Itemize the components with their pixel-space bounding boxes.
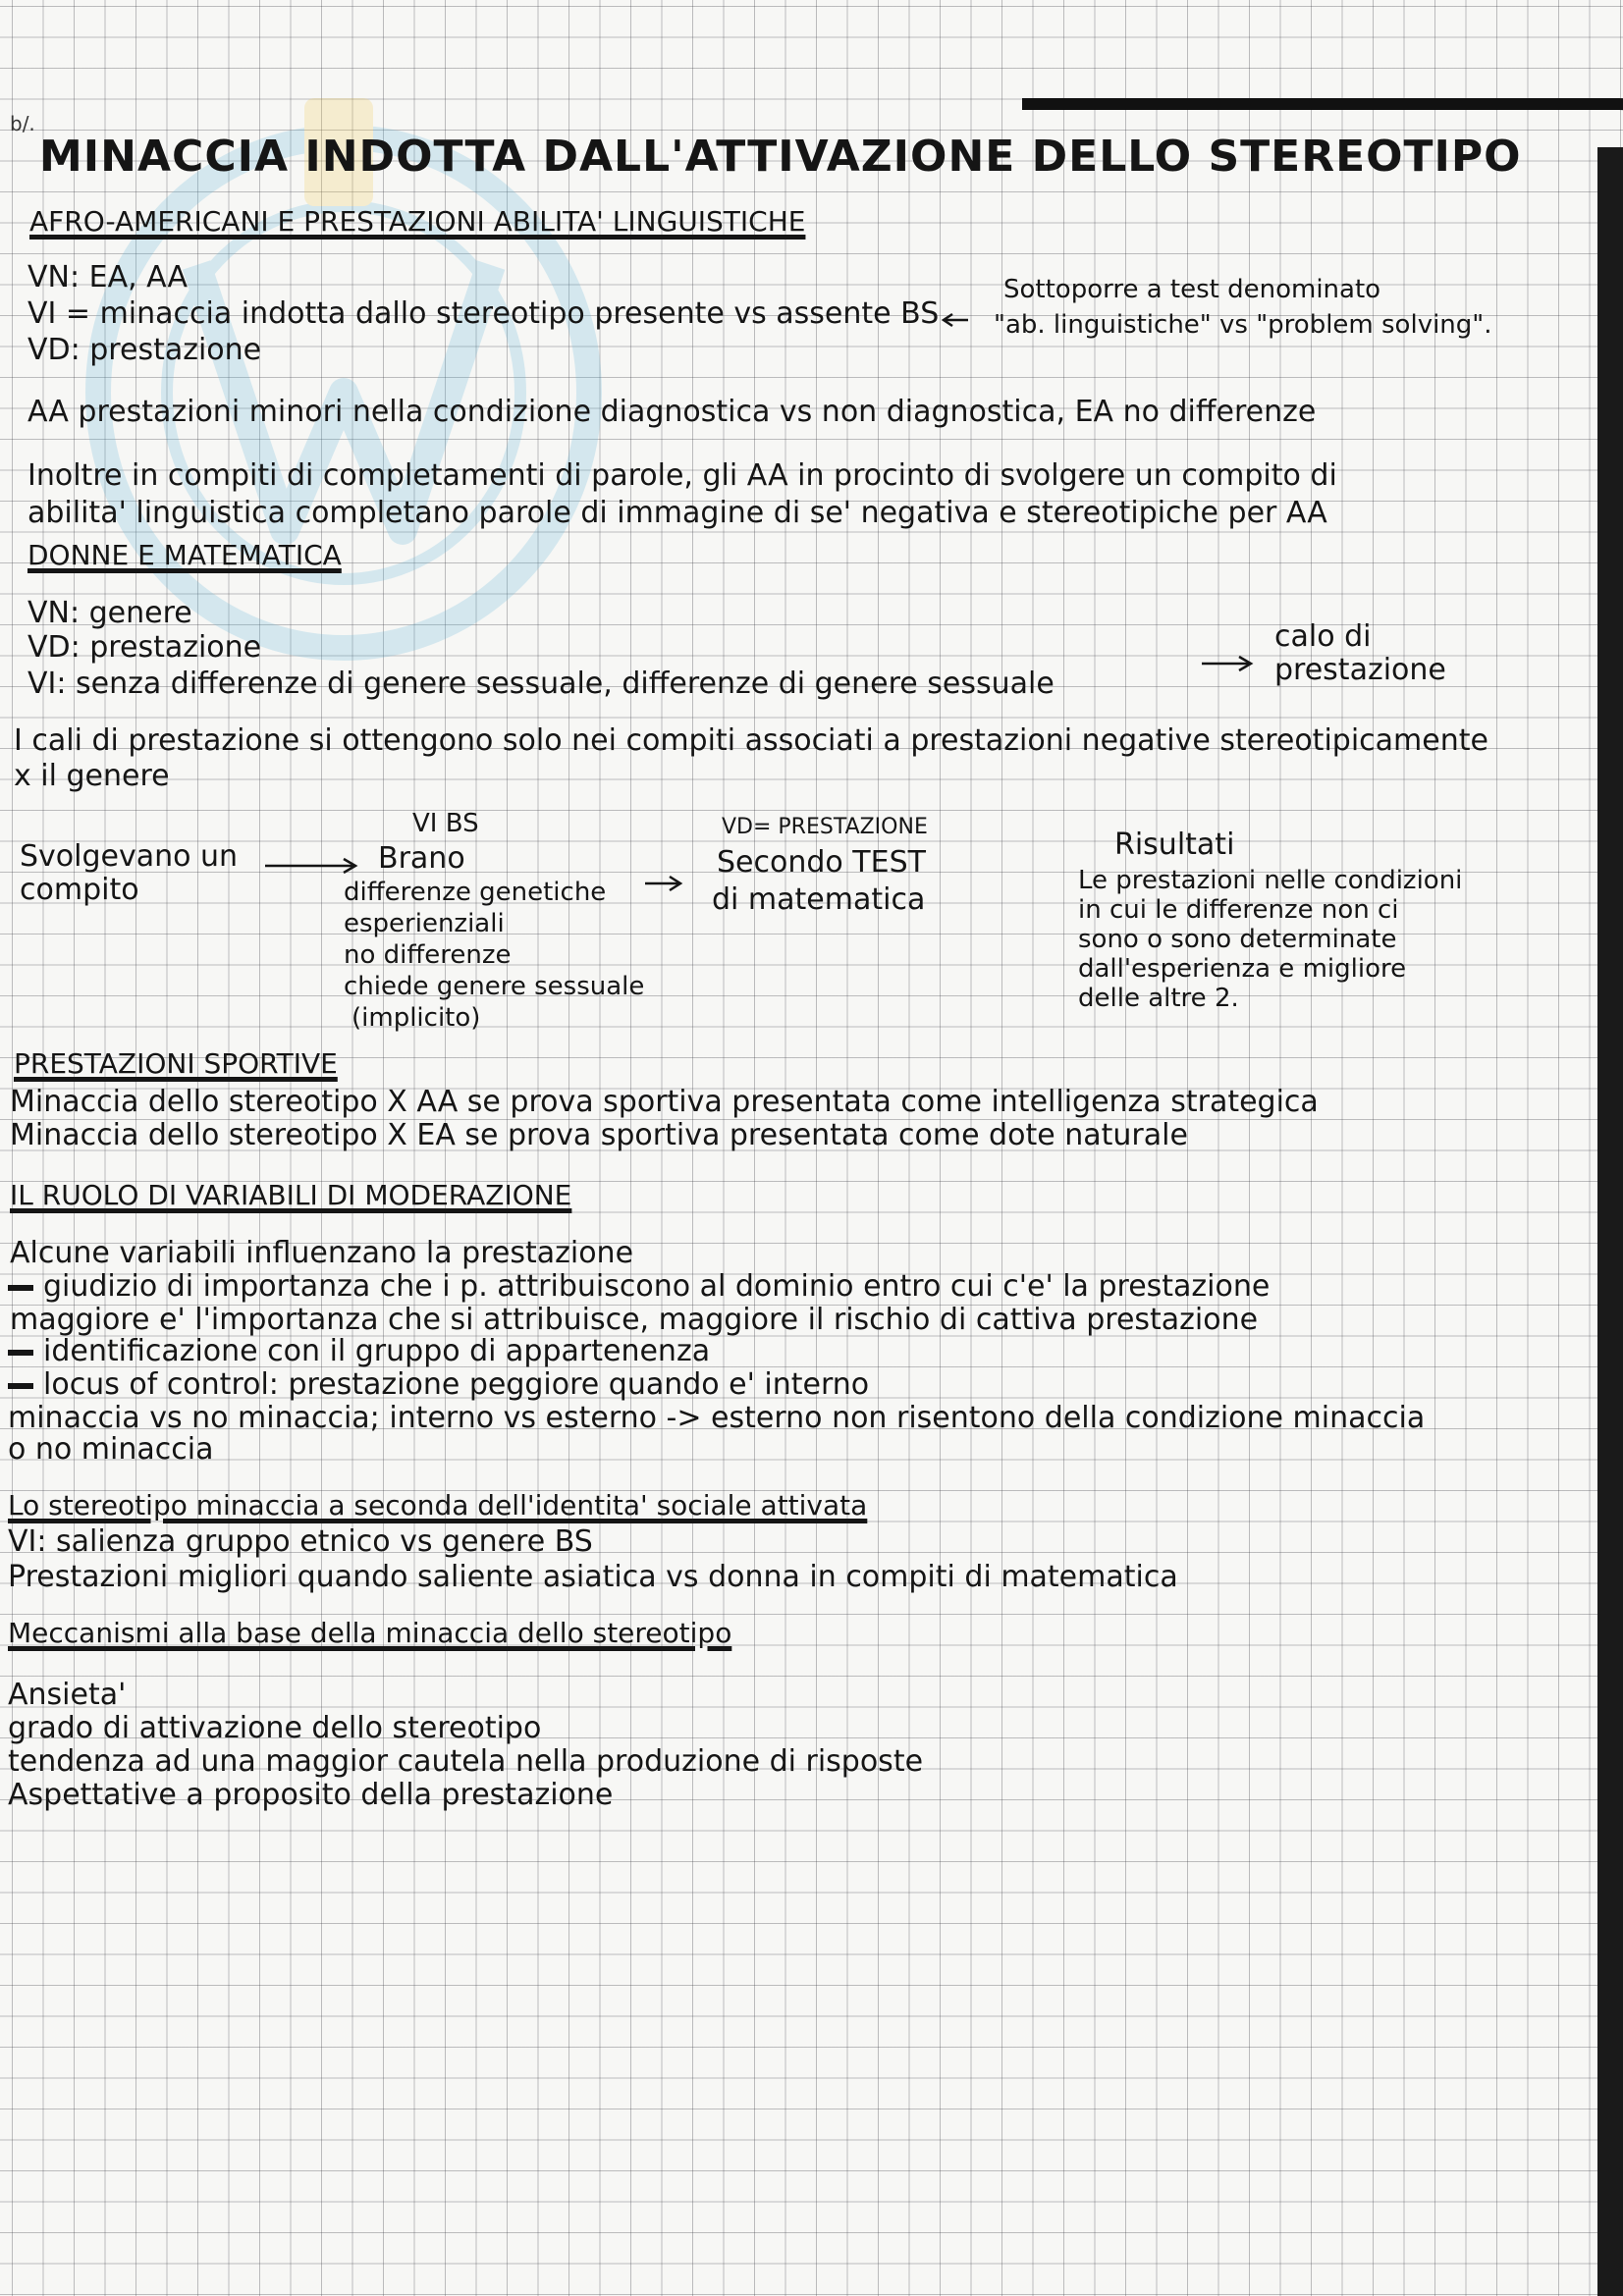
s2-results-line-5: delle altre 2. — [1078, 984, 1239, 1013]
s2-vd-1: Secondo TEST — [717, 845, 926, 880]
s6-line-4: Aspettative a proposito della prestazione — [8, 1778, 614, 1812]
s1-vi: VI = minaccia indotta dallo stereotipo presente vs assente BS — [27, 296, 940, 331]
page-title: MINACCIA INDOTTA DALL'ATTIVAZIONE DELLO STEREOTIPO — [39, 132, 1522, 182]
s2-task-1: Svolgevano un — [20, 839, 239, 874]
s2-vd: VD: prestazione — [27, 630, 262, 665]
s4-bullet-1b: maggiore e' l'importanza che si attribuisce, maggiore il rischio di cattiva prestazione — [10, 1303, 1259, 1337]
s2-brano-item-4: chiede genere sessuale — [344, 972, 645, 1001]
s1-side-note-1: Sottoporre a test denominato — [1003, 275, 1381, 304]
s4-intro: Alcune variabili influenzano la prestazione — [10, 1236, 634, 1270]
s2-vn: VN: genere — [27, 596, 192, 630]
section-heading-prestazioni-sportive: PRESTAZIONI SPORTIVE — [14, 1047, 338, 1080]
arrow-left-icon — [941, 312, 970, 328]
s1-line1: AA prestazioni minori nella condizione diagnostica vs non diagnostica, EA no differenze — [27, 395, 1317, 429]
s2-vi: VI: senza differenze di genere sessuale, differenze di genere sessuale — [27, 667, 1055, 701]
s2-vd-2: di matematica — [712, 882, 926, 917]
s4-bullet-3c: o no minaccia — [8, 1432, 214, 1467]
s1-side-note-2: "ab. linguistiche" vs "problem solving". — [994, 310, 1492, 340]
s2-result-2: prestazione — [1274, 653, 1446, 687]
notebook-cover-edge — [1597, 147, 1623, 2296]
s2-brano-item-2: esperienziali — [344, 909, 505, 938]
section-heading-donne-matematica: DONNE E MATEMATICA — [27, 539, 342, 571]
s4-bullet-2: identificazione con il gruppo di appartenenza — [8, 1337, 710, 1366]
s2-brano: Brano — [378, 841, 465, 876]
s6-line-1: Ansieta' — [8, 1678, 127, 1712]
section-heading-afroamericani: AFRO-AMERICANI E PRESTAZIONI ABILITA' LINGUISTICHE — [29, 205, 806, 238]
s2-task-2: compito — [20, 873, 139, 907]
s2-result-1: calo di — [1274, 619, 1372, 654]
s3-line2: Minaccia dello stereotipo X EA se prova sportiva presentata come dote naturale — [10, 1118, 1188, 1152]
s2-line1: I cali di prestazione si ottengono solo nei compiti associati a prestazioni negative stereotipicamente — [14, 723, 1488, 758]
s4-bullet-1a: giudizio di importanza che i p. attribuiscono al dominio entro cui c'e' la prestazione — [8, 1272, 1270, 1302]
s4-bullet-3b: minaccia vs no minaccia; interno vs esterno -> esterno non risentono della condizione minaccia — [8, 1401, 1426, 1435]
s5-line1: Prestazioni migliori quando saliente asiatica vs donna in compiti di matematica — [8, 1560, 1178, 1594]
s4-bullet-3a: locus of control: prestazione peggiore quando e' interno — [8, 1370, 869, 1400]
corner-mark: b/. — [10, 112, 35, 135]
s6-line-3: tendenza ad una maggior cautela nella produzione di risposte — [8, 1744, 924, 1779]
s2-results-line-4: dall'esperienza e migliore — [1078, 954, 1407, 984]
arrow-right-icon — [1200, 654, 1255, 673]
s2-col-vi-header: VI BS — [412, 809, 479, 838]
s2-line2: x il genere — [14, 759, 170, 793]
s2-results-line-1: Le prestazioni nelle condizioni — [1078, 866, 1463, 895]
s1-line3: abilita' linguistica completano parole di immagine di se' negativa e stereotipiche per AA — [27, 496, 1327, 530]
s1-vn: VN: EA, AA — [27, 260, 189, 294]
s2-results-line-2: in cui le differenze non ci — [1078, 895, 1399, 925]
arrow-to-brano-icon — [263, 856, 361, 876]
s2-brano-item-1: differenze genetiche — [344, 878, 607, 907]
s2-brano-item-5: (implicito) — [352, 1003, 481, 1033]
s1-line2: Inoltre in compiti di completamenti di parole, gli AA in procinto di svolgere un compito di — [27, 458, 1337, 493]
s6-line-2: grado di attivazione dello stereotipo — [8, 1711, 542, 1745]
arrow-to-vd-icon — [643, 874, 684, 893]
section-heading-meccanismi: Meccanismi alla base della minaccia dello stereotipo — [8, 1617, 732, 1649]
s5-vi: VI: salienza gruppo etnico vs genere BS — [8, 1524, 593, 1559]
s3-line1: Minaccia dello stereotipo X AA se prova sportiva presentata come intelligenza strategica — [10, 1085, 1319, 1119]
s2-brano-item-3: no differenze — [344, 940, 512, 970]
section-heading-identita-sociale: Lo stereotipo minaccia a seconda dell'identita' sociale attivata — [8, 1489, 868, 1522]
s2-results-line-3: sono o sono determinate — [1078, 925, 1397, 954]
section-heading-variabili-moderazione: IL RUOLO DI VARIABILI DI MODERAZIONE — [10, 1179, 572, 1211]
s2-col-vd-header: VD= PRESTAZIONE — [722, 815, 928, 839]
s2-results-header: Risultati — [1114, 828, 1235, 862]
s1-vd: VD: prestazione — [27, 333, 262, 367]
